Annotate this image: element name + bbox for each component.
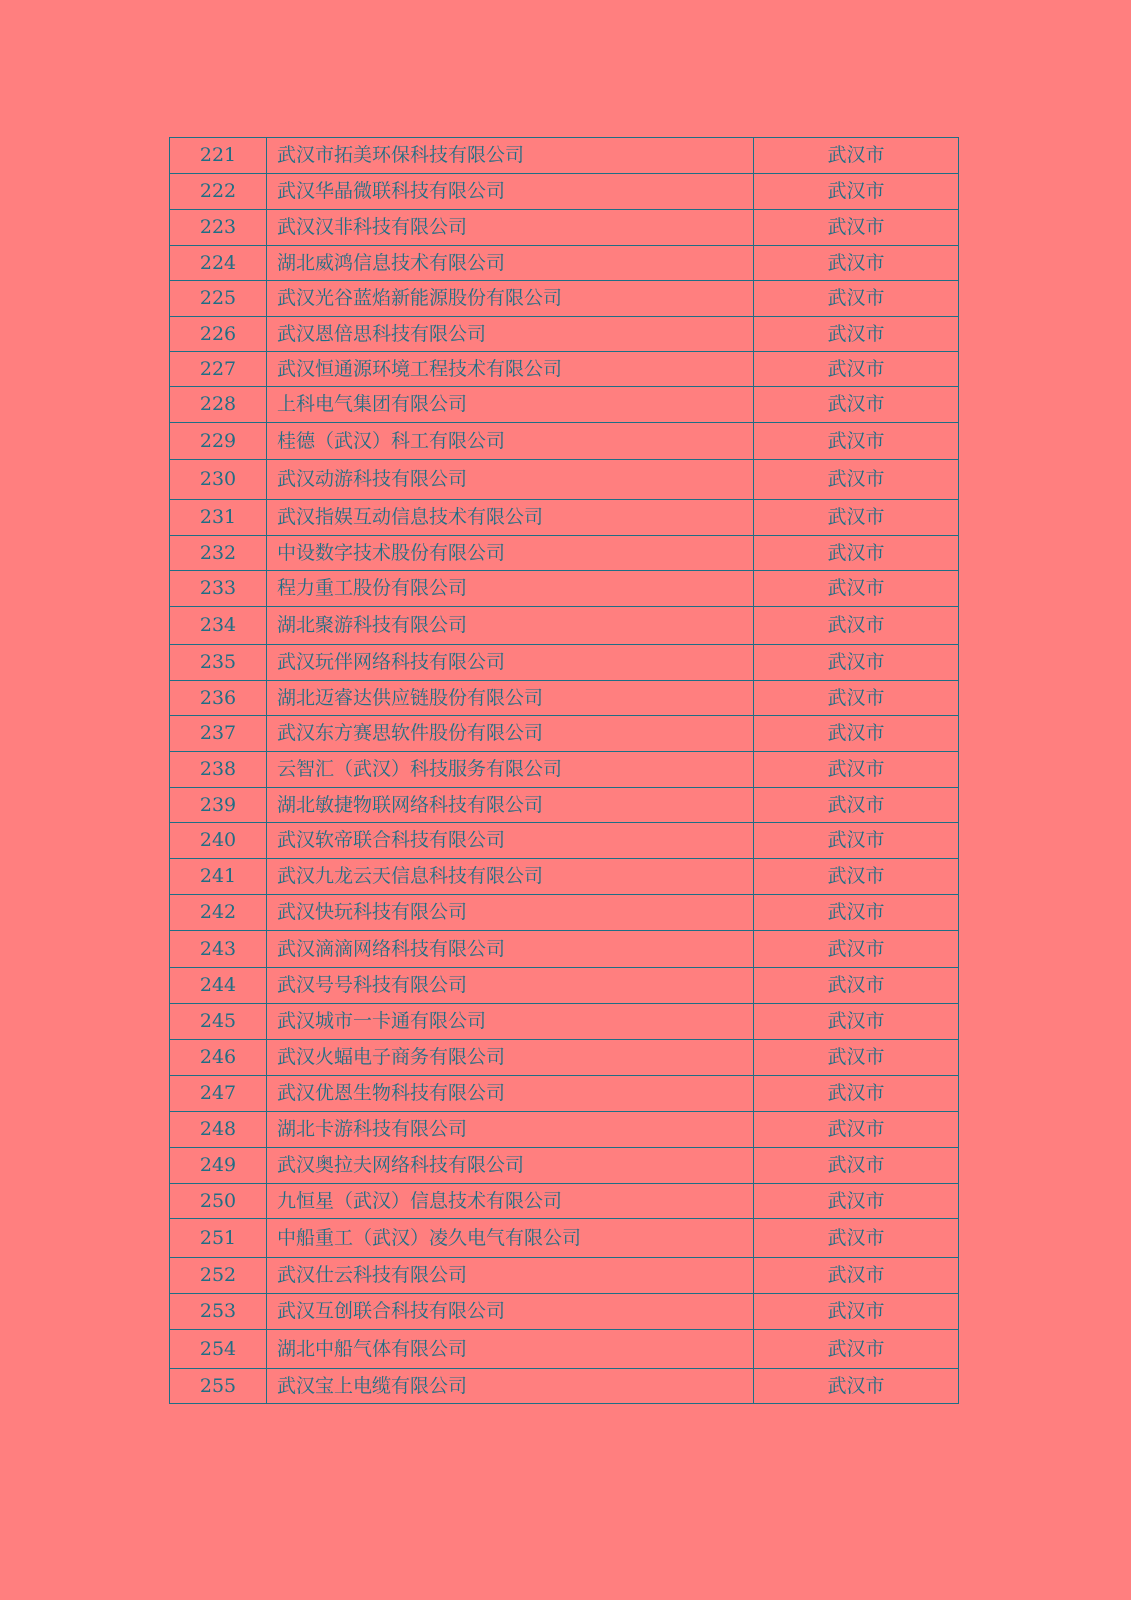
company-name: 程力重工股份有限公司	[267, 571, 754, 607]
company-name: 武汉华晶微联科技有限公司	[267, 174, 754, 210]
city-name: 武汉市	[754, 788, 959, 823]
table-row	[170, 500, 959, 536]
table-row	[170, 317, 959, 352]
city-name: 武汉市	[754, 423, 959, 460]
company-name: 武汉滴滴网络科技有限公司	[267, 931, 754, 968]
table-row	[170, 968, 959, 1004]
table-row	[170, 571, 959, 607]
city-name: 武汉市	[754, 968, 959, 1004]
table-row	[170, 1112, 959, 1148]
table-row	[170, 1219, 959, 1258]
company-name: 武汉城市一卡通有限公司	[267, 1004, 754, 1040]
company-name: 武汉动游科技有限公司	[267, 460, 754, 500]
company-name: 武汉快玩科技有限公司	[267, 895, 754, 931]
company-name: 武汉软帝联合科技有限公司	[267, 823, 754, 859]
company-name: 湖北敏捷物联网络科技有限公司	[267, 788, 754, 823]
company-name: 九恒星（武汉）信息技术有限公司	[267, 1184, 754, 1219]
city-name: 武汉市	[754, 1004, 959, 1040]
city-name: 武汉市	[754, 1219, 959, 1258]
table-row	[170, 138, 959, 174]
company-name: 武汉奥拉夫网络科技有限公司	[267, 1148, 754, 1184]
row-number: 254	[170, 1330, 267, 1369]
city-name: 武汉市	[754, 536, 959, 571]
company-name: 湖北迈睿达供应链股份有限公司	[267, 681, 754, 716]
table-row	[170, 210, 959, 246]
company-name: 上科电气集团有限公司	[267, 387, 754, 423]
company-name: 武汉市拓美环保科技有限公司	[267, 138, 754, 174]
city-name: 武汉市	[754, 246, 959, 281]
table-row	[170, 1004, 959, 1040]
table-row	[170, 1148, 959, 1184]
city-name: 武汉市	[754, 716, 959, 752]
row-number: 243	[170, 931, 267, 968]
table-row	[170, 460, 959, 500]
city-name: 武汉市	[754, 645, 959, 681]
row-number: 237	[170, 716, 267, 752]
table-row	[170, 1184, 959, 1219]
row-number: 235	[170, 645, 267, 681]
table-row	[170, 1369, 959, 1404]
city-name: 武汉市	[754, 1076, 959, 1112]
company-list-body	[170, 138, 959, 1404]
city-name: 武汉市	[754, 174, 959, 210]
city-name: 武汉市	[754, 931, 959, 968]
company-name: 湖北聚游科技有限公司	[267, 607, 754, 645]
row-number: 227	[170, 352, 267, 387]
city-name: 武汉市	[754, 210, 959, 246]
row-number: 249	[170, 1148, 267, 1184]
company-name: 武汉号号科技有限公司	[267, 968, 754, 1004]
company-name: 武汉玩伴网络科技有限公司	[267, 645, 754, 681]
row-number: 234	[170, 607, 267, 645]
row-number: 221	[170, 138, 267, 174]
table-row	[170, 174, 959, 210]
company-name: 武汉指娱互动信息技术有限公司	[267, 500, 754, 536]
row-number: 251	[170, 1219, 267, 1258]
table-row	[170, 895, 959, 931]
row-number: 231	[170, 500, 267, 536]
company-name: 湖北威鸿信息技术有限公司	[267, 246, 754, 281]
table-row	[170, 931, 959, 968]
city-name: 武汉市	[754, 1184, 959, 1219]
company-name: 武汉仕云科技有限公司	[267, 1258, 754, 1294]
company-name: 桂德（武汉）科工有限公司	[267, 423, 754, 460]
row-number: 244	[170, 968, 267, 1004]
table-row	[170, 1294, 959, 1330]
table-row	[170, 423, 959, 460]
row-number: 250	[170, 1184, 267, 1219]
row-number: 246	[170, 1040, 267, 1076]
row-number: 239	[170, 788, 267, 823]
row-number: 241	[170, 859, 267, 895]
row-number: 248	[170, 1112, 267, 1148]
company-name: 武汉互创联合科技有限公司	[267, 1294, 754, 1330]
company-name: 武汉恩倍思科技有限公司	[267, 317, 754, 352]
table-row	[170, 823, 959, 859]
table-row	[170, 681, 959, 716]
company-name: 中船重工（武汉）凌久电气有限公司	[267, 1219, 754, 1258]
company-name: 武汉宝上电缆有限公司	[267, 1369, 754, 1404]
table-row	[170, 859, 959, 895]
row-number: 255	[170, 1369, 267, 1404]
row-number: 236	[170, 681, 267, 716]
table-row	[170, 387, 959, 423]
city-name: 武汉市	[754, 500, 959, 536]
company-name: 武汉汉非科技有限公司	[267, 210, 754, 246]
row-number: 223	[170, 210, 267, 246]
city-name: 武汉市	[754, 460, 959, 500]
company-name: 武汉九龙云天信息科技有限公司	[267, 859, 754, 895]
company-name: 湖北卡游科技有限公司	[267, 1112, 754, 1148]
table-row	[170, 716, 959, 752]
city-name: 武汉市	[754, 1258, 959, 1294]
table-row	[170, 1040, 959, 1076]
company-name: 武汉火蝠电子商务有限公司	[267, 1040, 754, 1076]
city-name: 武汉市	[754, 1112, 959, 1148]
company-name: 武汉东方赛思软件股份有限公司	[267, 716, 754, 752]
city-name: 武汉市	[754, 281, 959, 317]
city-name: 武汉市	[754, 681, 959, 716]
row-number: 224	[170, 246, 267, 281]
city-name: 武汉市	[754, 1148, 959, 1184]
row-number: 222	[170, 174, 267, 210]
company-name: 云智汇（武汉）科技服务有限公司	[267, 752, 754, 788]
table-row	[170, 281, 959, 317]
row-number: 238	[170, 752, 267, 788]
city-name: 武汉市	[754, 317, 959, 352]
row-number: 252	[170, 1258, 267, 1294]
company-name: 湖北中船气体有限公司	[267, 1330, 754, 1369]
company-list-table	[169, 137, 959, 1404]
city-name: 武汉市	[754, 1040, 959, 1076]
row-number: 242	[170, 895, 267, 931]
city-name: 武汉市	[754, 1369, 959, 1404]
company-name: 武汉优恩生物科技有限公司	[267, 1076, 754, 1112]
company-name: 中设数字技术股份有限公司	[267, 536, 754, 571]
table-row	[170, 352, 959, 387]
city-name: 武汉市	[754, 138, 959, 174]
row-number: 240	[170, 823, 267, 859]
table-row	[170, 1076, 959, 1112]
row-number: 225	[170, 281, 267, 317]
company-name: 武汉恒通源环境工程技术有限公司	[267, 352, 754, 387]
row-number: 253	[170, 1294, 267, 1330]
table-row	[170, 1258, 959, 1294]
city-name: 武汉市	[754, 752, 959, 788]
row-number: 247	[170, 1076, 267, 1112]
table-row	[170, 607, 959, 645]
table-row	[170, 536, 959, 571]
table-row	[170, 645, 959, 681]
row-number: 233	[170, 571, 267, 607]
city-name: 武汉市	[754, 859, 959, 895]
city-name: 武汉市	[754, 895, 959, 931]
row-number: 245	[170, 1004, 267, 1040]
row-number: 230	[170, 460, 267, 500]
city-name: 武汉市	[754, 1330, 959, 1369]
city-name: 武汉市	[754, 352, 959, 387]
table-row	[170, 1330, 959, 1369]
row-number: 226	[170, 317, 267, 352]
city-name: 武汉市	[754, 607, 959, 645]
table-row	[170, 246, 959, 281]
table-row	[170, 752, 959, 788]
city-name: 武汉市	[754, 387, 959, 423]
city-name: 武汉市	[754, 1294, 959, 1330]
row-number: 229	[170, 423, 267, 460]
row-number: 232	[170, 536, 267, 571]
city-name: 武汉市	[754, 571, 959, 607]
city-name: 武汉市	[754, 823, 959, 859]
company-name: 武汉光谷蓝焰新能源股份有限公司	[267, 281, 754, 317]
table-row	[170, 788, 959, 823]
row-number: 228	[170, 387, 267, 423]
